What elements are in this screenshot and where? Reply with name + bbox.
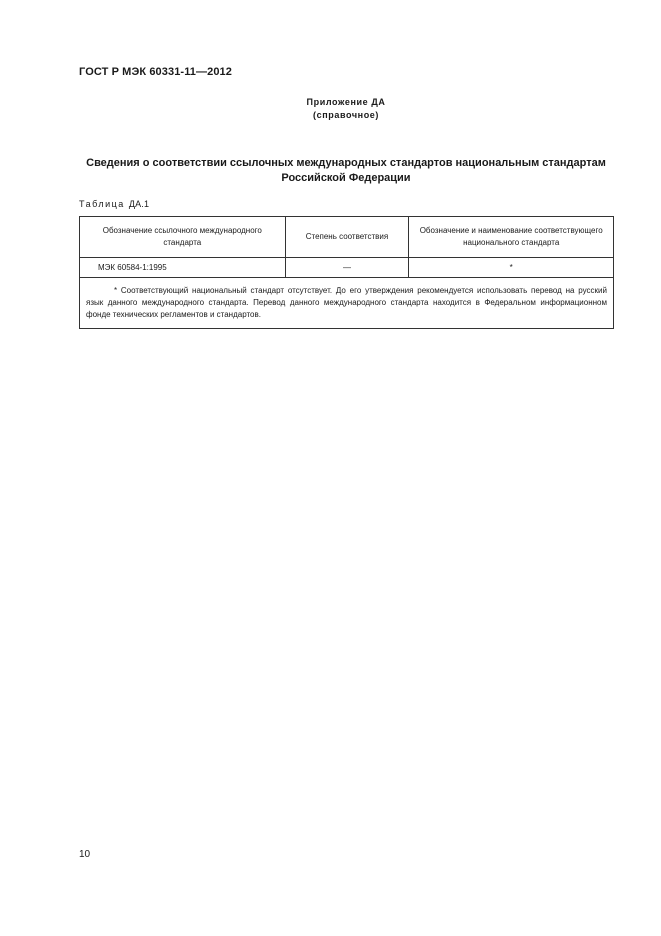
table-cell-national-standard: *: [409, 258, 614, 278]
table-footnote: * Соответствующий национальный стандарт отсутствует. До его утверждения рекомендуется использовать перевод на русский язык данного международного стандарта. Перевод данного международного стандарта находится в Федеральном информационном фонде технических регламентов и стандартов.: [86, 286, 607, 319]
annex-heading: [0, 96, 661, 122]
table-cell-standard: МЭК 60584-1:1995: [80, 258, 286, 278]
table-footnote-row: [80, 278, 614, 329]
section-title: [79, 156, 613, 186]
conformity-table: [79, 216, 614, 329]
table-footnote-cell: [80, 278, 614, 329]
table-caption: [79, 199, 149, 209]
table-caption-number: ДА.1: [128, 199, 150, 209]
section-title-line-2: Российской Федерации: [281, 172, 411, 184]
section-title-line-1: Сведения о соответствии ссылочных международных стандартов национальным стандартам: [86, 157, 606, 169]
column-header: Степень соответствия: [285, 217, 409, 258]
document-code-header: ГОСТ Р МЭК 60331-11—2012: [79, 66, 232, 78]
annex-title: Приложение ДА: [306, 97, 386, 107]
column-header: Обозначение и наименование соответствующего национального стандарта: [409, 217, 614, 258]
table-row: [80, 258, 614, 278]
table-caption-label: Таблица: [79, 199, 125, 209]
table-header-row: [80, 217, 614, 258]
annex-subtitle: (справочное): [313, 110, 379, 120]
page-number: 10: [79, 849, 91, 860]
column-header: Обозначение ссылочного международного стандарта: [80, 217, 286, 258]
table-cell-conformity: —: [285, 258, 409, 278]
